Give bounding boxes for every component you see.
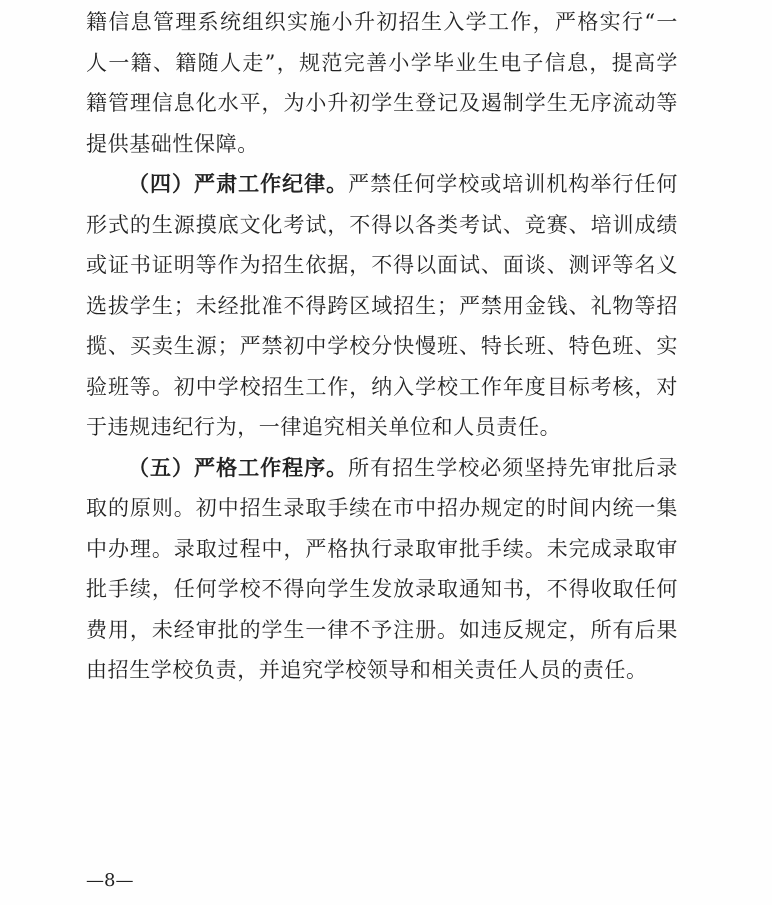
body-text [86,2,678,691]
paragraph-text: 严禁任何学校或培训机构举行任何形式的生源摸底文化考试，不得以各类考试、竞赛、培训成绩或证书证明等作为招生依据，不得以面试、面谈、测评等名义选拔学生；未经批准不得跨区域招生；严禁用金钱、礼物等招揽、买卖生源；严禁初中学校分快慢班、特长班、特色班、实验班等。初中学校招生工作，纳入学校工作年度目标考核，对于违规违纪行为，一律追究相关单位和人员责任。 [86,172,679,439]
paragraph-continuation [86,2,678,164]
section-heading-procedure: （五）严格工作程序。 [128,455,349,480]
page-number: —8— [86,870,134,891]
paragraph-procedure [86,448,678,691]
section-heading-discipline: （四）严肃工作纪律。 [128,172,349,196]
paragraph-discipline [86,164,678,448]
paragraph-text: 所有招生学校必须坚持先审批后录取的原则。初中招生录取手续在市中招办规定的时间内统一集中办理。录取过程中，严格执行录取审批手续。未完成录取审批手续，任何学校不得向学生发放录取通知书，不得收取任何费用，未经审批的学生一律不予注册。如违反规定，所有后果由招生学校负责，并追究学校领导和相关责任人员的责任。 [86,455,679,682]
paragraph-text: 籍信息管理系统组织实施小升初招生入学工作，严格实行“一人一籍、籍随人走”，规范完善小学毕业生电子信息，提高学籍管理信息化水平，为小升初学生登记及遏制学生无序流动等提供基础性保障。 [86,10,678,156]
